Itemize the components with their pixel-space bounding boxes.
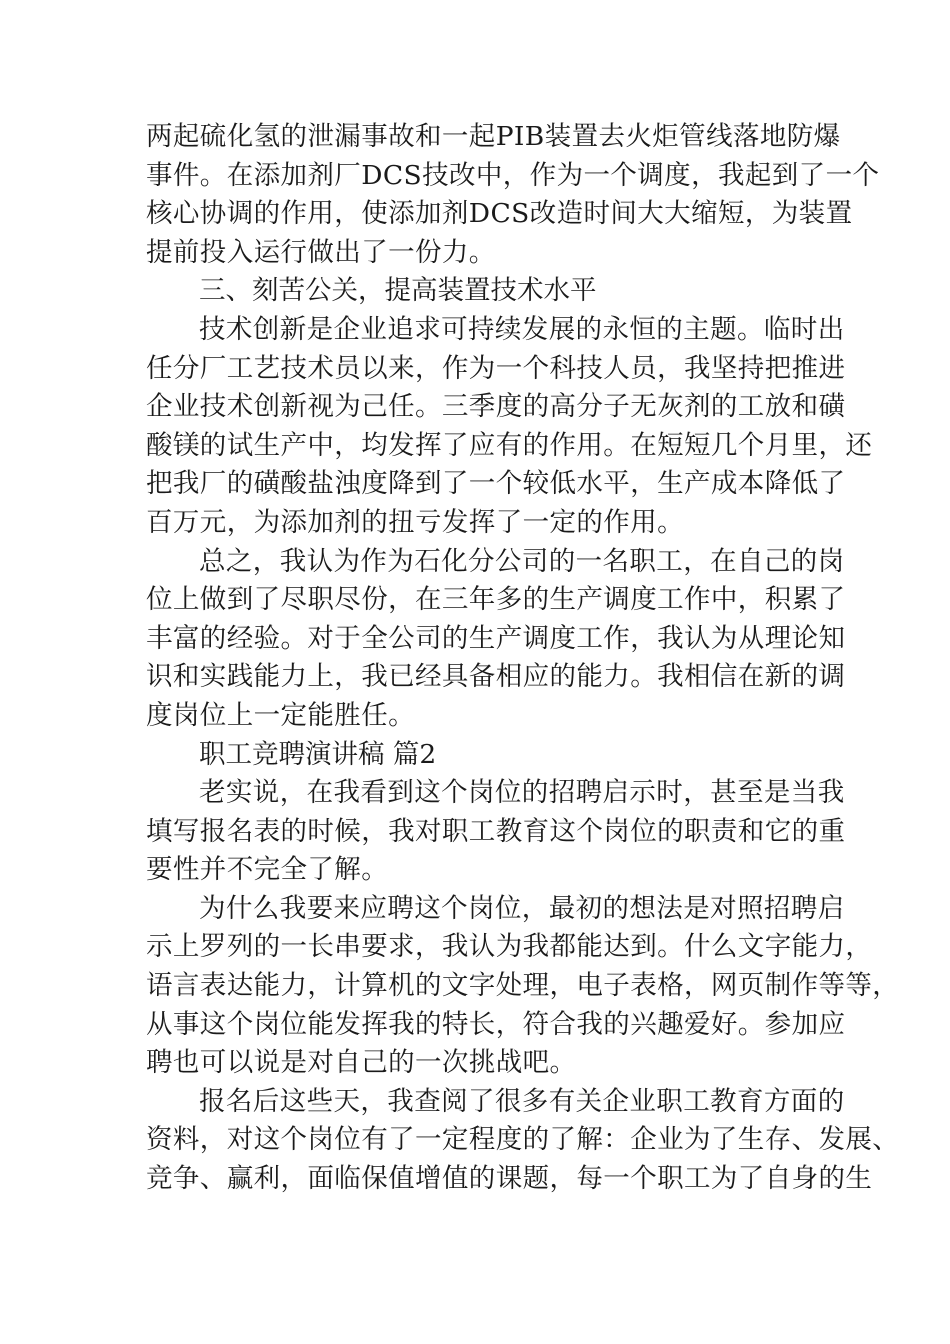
paragraph (146, 1083, 900, 1199)
text-line: 要性并不完全了解。 (146, 854, 389, 886)
text-line: 聘也可以说是对自己的一次挑战吧。 (146, 1047, 577, 1079)
text-line: 核心协调的作用，使添加剂DCS改造时间大大缩短，为装置 (146, 198, 853, 230)
text-line: 总之，我认为作为石化分公司的一名职工，在自己的岗 (199, 545, 845, 577)
text-line: 企业技术创新视为己任。三季度的高分子无灰剂的工放和磺 (146, 391, 846, 423)
text-line: 提前投入运行做出了一份力。 (146, 236, 496, 268)
text-line: 任分厂工艺技术员以来，作为一个科技人员，我坚持把推进 (146, 352, 846, 384)
text-line: 填写报名表的时候，我对职工教育这个岗位的职责和它的重 (146, 815, 846, 847)
paragraph (146, 890, 900, 1083)
text-line: 资料，对这个岗位有了一定程度的了解：企业为了生存、发展、 (146, 1124, 900, 1156)
text-line: 技术创新是企业追求可持续发展的永恒的主题。临时出 (199, 313, 845, 345)
text-line: 丰富的经验。对于全公司的生产调度工作，我认为从理论知 (146, 622, 846, 654)
text-line: 老实说，在我看到这个岗位的招聘启示时，甚至是当我 (199, 777, 845, 809)
document-body (146, 118, 900, 1199)
text-line: 把我厂的磺酸盐浊度降到了一个较低水平，生产成本降低了 (146, 468, 846, 500)
text-line: 从事这个岗位能发挥我的特长，符合我的兴趣爱好。参加应 (146, 1008, 846, 1040)
text-line: 两起硫化氢的泄漏事故和一起PIB装置去火炬管线落地防爆 (146, 121, 841, 152)
text-line: 报名后这些天，我查阅了很多有关企业职工教育方面的 (199, 1085, 845, 1117)
text-line: 示上罗列的一长串要求，我认为我都能达到。什么文字能力， (146, 931, 873, 963)
section-heading: 三、刻苦公关，提高装置技术水平 (199, 275, 597, 307)
text-line: 百万元，为添加剂的扭亏发挥了一定的作用。 (146, 506, 684, 538)
text-line: 识和实践能力上，我已经具备相应的能力。我相信在新的调 (146, 661, 846, 693)
text-line: 位上做到了尽职尽份，在三年多的生产调度工作中，积累了 (146, 584, 846, 616)
text-line: 度岗位上一定能胜任。 (146, 699, 415, 731)
text-line: 酸镁的试生产中，均发挥了应有的作用。在短短几个月里，还 (146, 429, 873, 461)
paragraph (146, 774, 846, 890)
text-line: 事件。在添加剂厂DCS技改中，作为一个调度，我起到了一个 (146, 159, 880, 191)
text-line: 为什么我要来应聘这个岗位，最初的想法是对照招聘启 (199, 892, 845, 924)
text-line: 竞争、赢利，面临保值增值的课题，每一个职工为了自身的生 (146, 1163, 873, 1195)
paragraph (146, 118, 880, 272)
text-line: 语言表达能力，计算机的文字处理，电子表格，网页制作等等， (146, 970, 900, 1002)
paragraph (146, 311, 873, 543)
paragraph (146, 543, 846, 736)
section-heading: 职工竞聘演讲稿 篇2 (199, 738, 437, 770)
